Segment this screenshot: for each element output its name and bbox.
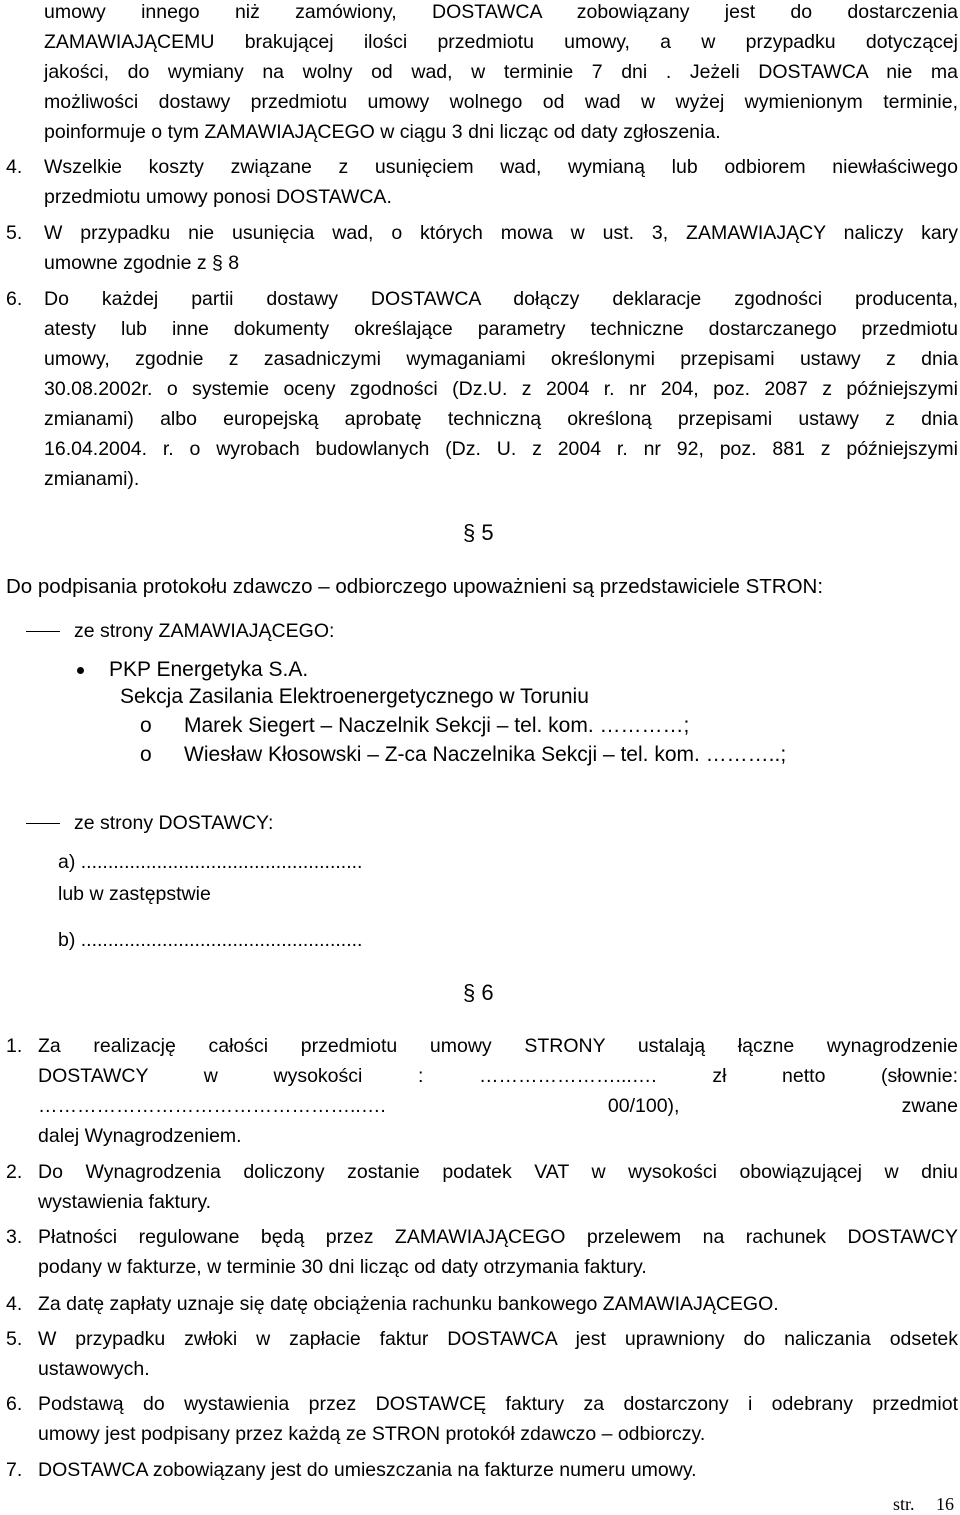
item-text: przedmiotu umowy ponosi DOSTAWCA. — [44, 186, 392, 208]
item-text: Wszelkie koszty związane z usunięciem wad, wymianą lub odbiorem niewłaściwego — [44, 156, 958, 178]
item-text: Podstawą do wystawienia przez DOSTAWCĘ faktury za dostarczony i odebrany przedmiot — [38, 1393, 958, 1415]
item-text: podany w fakturze, w terminie 30 dni licząc od daty otrzymania faktury. — [38, 1256, 647, 1278]
paragraph-line: ZAMAWIAJĄCEMU brakującej ilości przedmiotu umowy, a w przypadku dotyczącej — [44, 31, 958, 53]
item-number: 6. — [6, 1393, 23, 1415]
item-text: atesty lub inne dokumenty określające parametry techniczne dostarczanego przedmiotu — [44, 318, 958, 340]
paragraph-line: umowy innego niż zamówiony, DOSTAWCA zobowiązany jest do dostarczenia — [44, 1, 958, 23]
item-number: 5. — [6, 222, 23, 244]
paragraph-line: możliwości dostawy przedmiotu umowy wolnego od wad w wyżej wymienionym terminie, — [44, 91, 958, 113]
item-text: wystawienia faktury. — [38, 1191, 212, 1213]
list-marker: o — [140, 714, 152, 737]
item-text: Za datę zapłaty uznaje się datę obciążenia rachunku bankowego ZAMAWIAJĄCEGO. — [38, 1293, 779, 1315]
item-text: W przypadku zwłoki w zapłacie faktur DOSTAWCA jest uprawniony do naliczania odsetek — [38, 1328, 958, 1350]
section-heading: § 5 — [463, 520, 494, 545]
item-text: umowy jest podpisany przez każdą ze STRON protokół zdawczo – odbiorczy. — [38, 1423, 706, 1445]
item-number: 4. — [6, 1293, 23, 1315]
section-heading: § 6 — [463, 980, 494, 1005]
item-number: 3. — [6, 1226, 23, 1248]
item-text: 30.08.2002r. o systemie oceny zgodności (Dz.U. z 2004 r. nr 204, poz. 2087 z późniejszymi — [44, 378, 958, 400]
party-label: ze strony ZAMAWIAJĄCEGO: — [74, 620, 335, 642]
item-text: zmianami) albo europejską aprobatę techniczną określoną przepisami ustawy z dnia — [44, 408, 958, 430]
item-text: umowy, zgodnie z zasadniczymi wymaganiami określonymi przepisami ustawy z dnia — [44, 348, 958, 370]
item-number: 5. — [6, 1328, 23, 1350]
dash-marker — [26, 823, 60, 824]
item-text: …………………………………………..…. 00/100), zwane — [38, 1095, 958, 1117]
paragraph-line: poinformuje o tym ZAMAWIAJĄCEGO w ciągu 3 dni licząc od daty zgłoszenia. — [44, 121, 721, 143]
division-name: Sekcja Zasilania Elektroenergetycznego w Toruniu — [120, 685, 589, 708]
section-intro: Do podpisania protokołu zdawczo – odbiorczego upoważnieni są przedstawiciele STRON: — [6, 575, 824, 598]
item-text: DOSTAWCY w wysokości : …………………...…. zł netto (słownie: — [38, 1065, 958, 1087]
paragraph-line: jakości, do wymiany na wolny od wad, w terminie 7 dni . Jeżeli DOSTAWCA nie ma — [44, 61, 958, 83]
page-number: 16 — [936, 1494, 954, 1514]
bullet-icon — [77, 667, 84, 674]
item-number: 6. — [6, 288, 23, 310]
company-name: PKP Energetyka S.A. — [109, 658, 309, 681]
person-entry: Marek Siegert – Naczelnik Sekcji – tel. kom. …………; — [184, 714, 690, 737]
person-entry: Wiesław Kłosowski – Z-ca Naczelnika Sekcji – tel. kom. ………..; — [184, 743, 787, 766]
item-number: 7. — [6, 1459, 23, 1481]
item-text: Za realizację całości przedmiotu umowy STRONY ustalają łączne wynagrodzenie — [38, 1035, 958, 1057]
party-label: ze strony DOSTAWCY: — [74, 812, 274, 834]
item-text: Do Wynagrodzenia doliczony zostanie podatek VAT w wysokości obowiązującej w dniu — [38, 1161, 958, 1183]
item-text: Płatności regulowane będą przez ZAMAWIAJĄCEGO przelewem na rachunek DOSTAWCY — [38, 1226, 958, 1248]
item-text: W przypadku nie usunięcia wad, o których mowa w ust. 3, ZAMAWIAJĄCY naliczy kary — [44, 222, 958, 244]
list-marker: o — [140, 743, 152, 766]
item-text: dalej Wynagrodzeniem. — [38, 1125, 242, 1147]
item-text: 16.04.2004. r. o wyrobach budowlanych (Dz. U. z 2004 r. nr 92, poz. 881 z późniejszymi — [44, 438, 958, 460]
item-number: 4. — [6, 156, 23, 178]
signature-line: a) .................................................... — [58, 851, 363, 873]
signature-line: b) .................................................... — [58, 929, 363, 951]
item-text: Do każdej partii dostawy DOSTAWCA dołączy deklaracje zgodności producenta, — [44, 288, 958, 310]
item-number: 1. — [6, 1035, 23, 1057]
dash-marker — [26, 631, 60, 632]
page-label: str. — [893, 1494, 915, 1514]
item-text: ustawowych. — [38, 1358, 150, 1380]
or-label: lub w zastępstwie — [58, 883, 211, 905]
item-number: 2. — [6, 1161, 23, 1183]
item-text: DOSTAWCA zobowiązany jest do umieszczania na fakturze numeru umowy. — [38, 1459, 697, 1481]
item-text: zmianami). — [44, 468, 140, 490]
item-text: umowne zgodnie z § 8 — [44, 252, 240, 274]
